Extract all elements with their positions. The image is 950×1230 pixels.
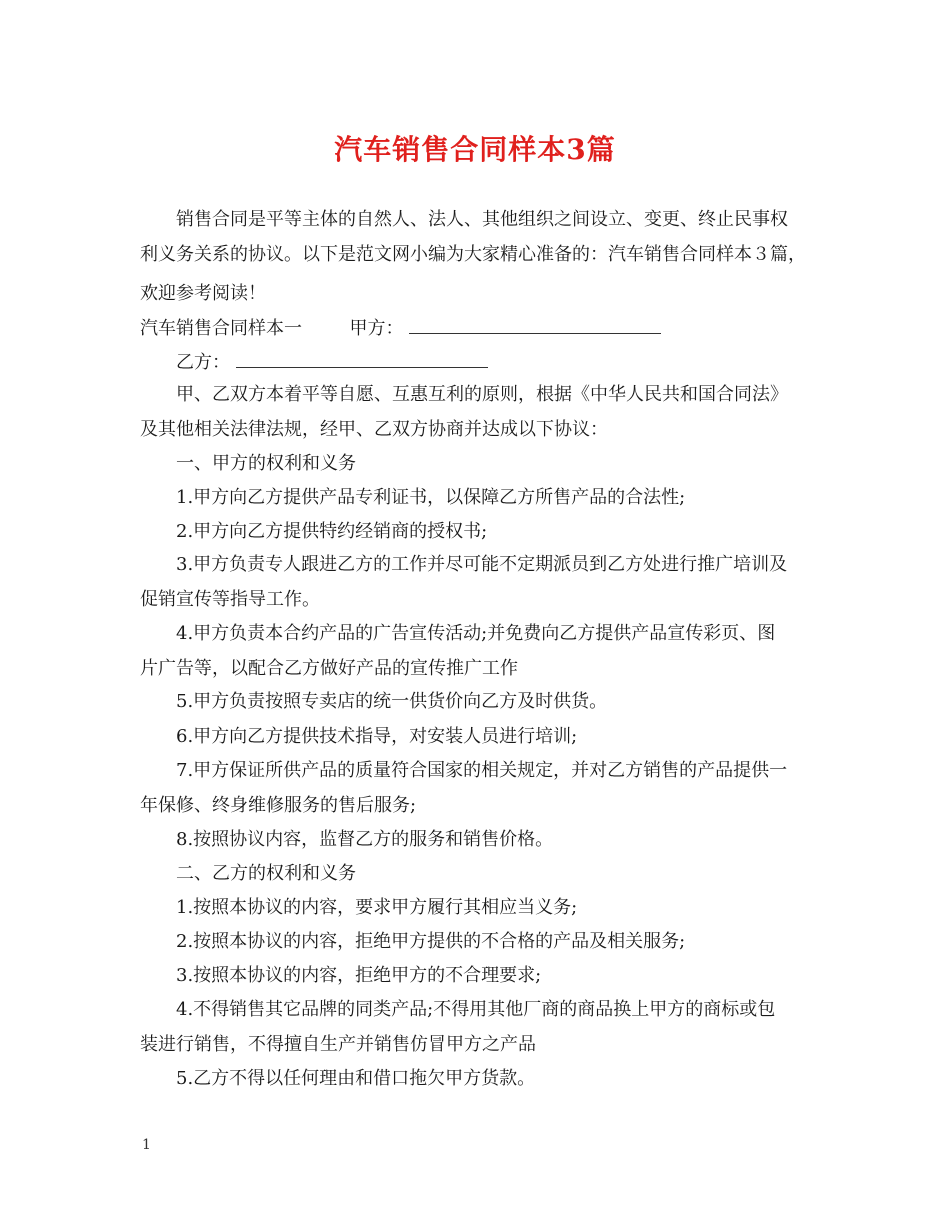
party-a-label: 甲方： (349, 318, 404, 339)
section1-line: 2.甲方向乙方提供特约经销商的授权书; (176, 521, 488, 542)
document-title: 汽车销售合同样本3篇 (334, 133, 616, 166)
section1-line: 促销宣传等指导工作。 (140, 589, 320, 610)
section1-line: 1.甲方向乙方提供产品专利证书，以保障乙方所售产品的合法性; (176, 487, 686, 508)
intro-line: 欢迎参考阅读！ (140, 283, 266, 304)
section2-line: 2.按照本协议的内容，拒绝甲方提供的不合格的产品及相关服务; (176, 931, 686, 952)
sample-heading-row (140, 315, 661, 341)
section2-line: 1.按照本协议的内容，要求甲方履行其相应当义务; (176, 897, 578, 918)
section1-line: 年保修、终身维修服务的售后服务; (140, 795, 417, 816)
section1-line: 5.甲方负责按照专卖店的统一供货价向乙方及时供货。 (176, 691, 608, 712)
section2-line: 装进行销售，不得擅自生产并销售仿冒甲方之产品 (140, 1034, 536, 1055)
party-a-blank (409, 315, 661, 334)
intro-line: 销售合同是平等主体的自然人、法人、其他组织之间设立、变更、终止民事权 (176, 209, 788, 230)
section1-heading: 一、甲方的权利和义务 (176, 453, 356, 474)
intro-line: 利义务关系的协议。以下是范文网小编为大家精心准备的：汽车销售合同样本３篇， (140, 244, 806, 265)
section1-line: 3.甲方负责专人跟进乙方的工作并尽可能不定期派员到乙方处进行推广培训及 (176, 554, 788, 575)
party-b-blank (236, 349, 488, 368)
section1-line: 6.甲方向乙方提供技术指导，对安装人员进行培训; (176, 726, 578, 747)
section2-heading: 二、乙方的权利和义务 (176, 863, 356, 884)
section1-line: 4.甲方负责本合约产品的广告宣传活动;并免费向乙方提供产品宣传彩页、图 (176, 623, 776, 644)
party-b-row (176, 349, 488, 375)
sample-heading: 汽车销售合同样本一 (140, 318, 302, 339)
page-number: 1 (142, 1137, 151, 1153)
party-b-label: 乙方： (176, 352, 230, 373)
preamble-line: 及其他相关法律法规，经甲、乙双方协商并达成以下协议： (140, 419, 608, 440)
section1-line: 8.按照协议内容，监督乙方的服务和销售价格。 (176, 829, 554, 850)
section1-line: 片广告等，以配合乙方做好产品的宣传推广工作 (140, 658, 518, 679)
preamble-line: 甲、乙双方本着平等自愿、互惠互利的原则，根据《中华人民共和国合同法》 (176, 384, 788, 405)
section1-line: 7.甲方保证所供产品的质量符合国家的相关规定，并对乙方销售的产品提供一 (176, 760, 788, 781)
section2-line: 3.按照本协议的内容，拒绝甲方的不合理要求; (176, 965, 542, 986)
section2-line: 4.不得销售其它品牌的同类产品;不得用其他厂商的商品换上甲方的商标或包 (176, 999, 776, 1020)
section2-line: 5.乙方不得以任何理由和借口拖欠甲方货款。 (176, 1068, 536, 1089)
